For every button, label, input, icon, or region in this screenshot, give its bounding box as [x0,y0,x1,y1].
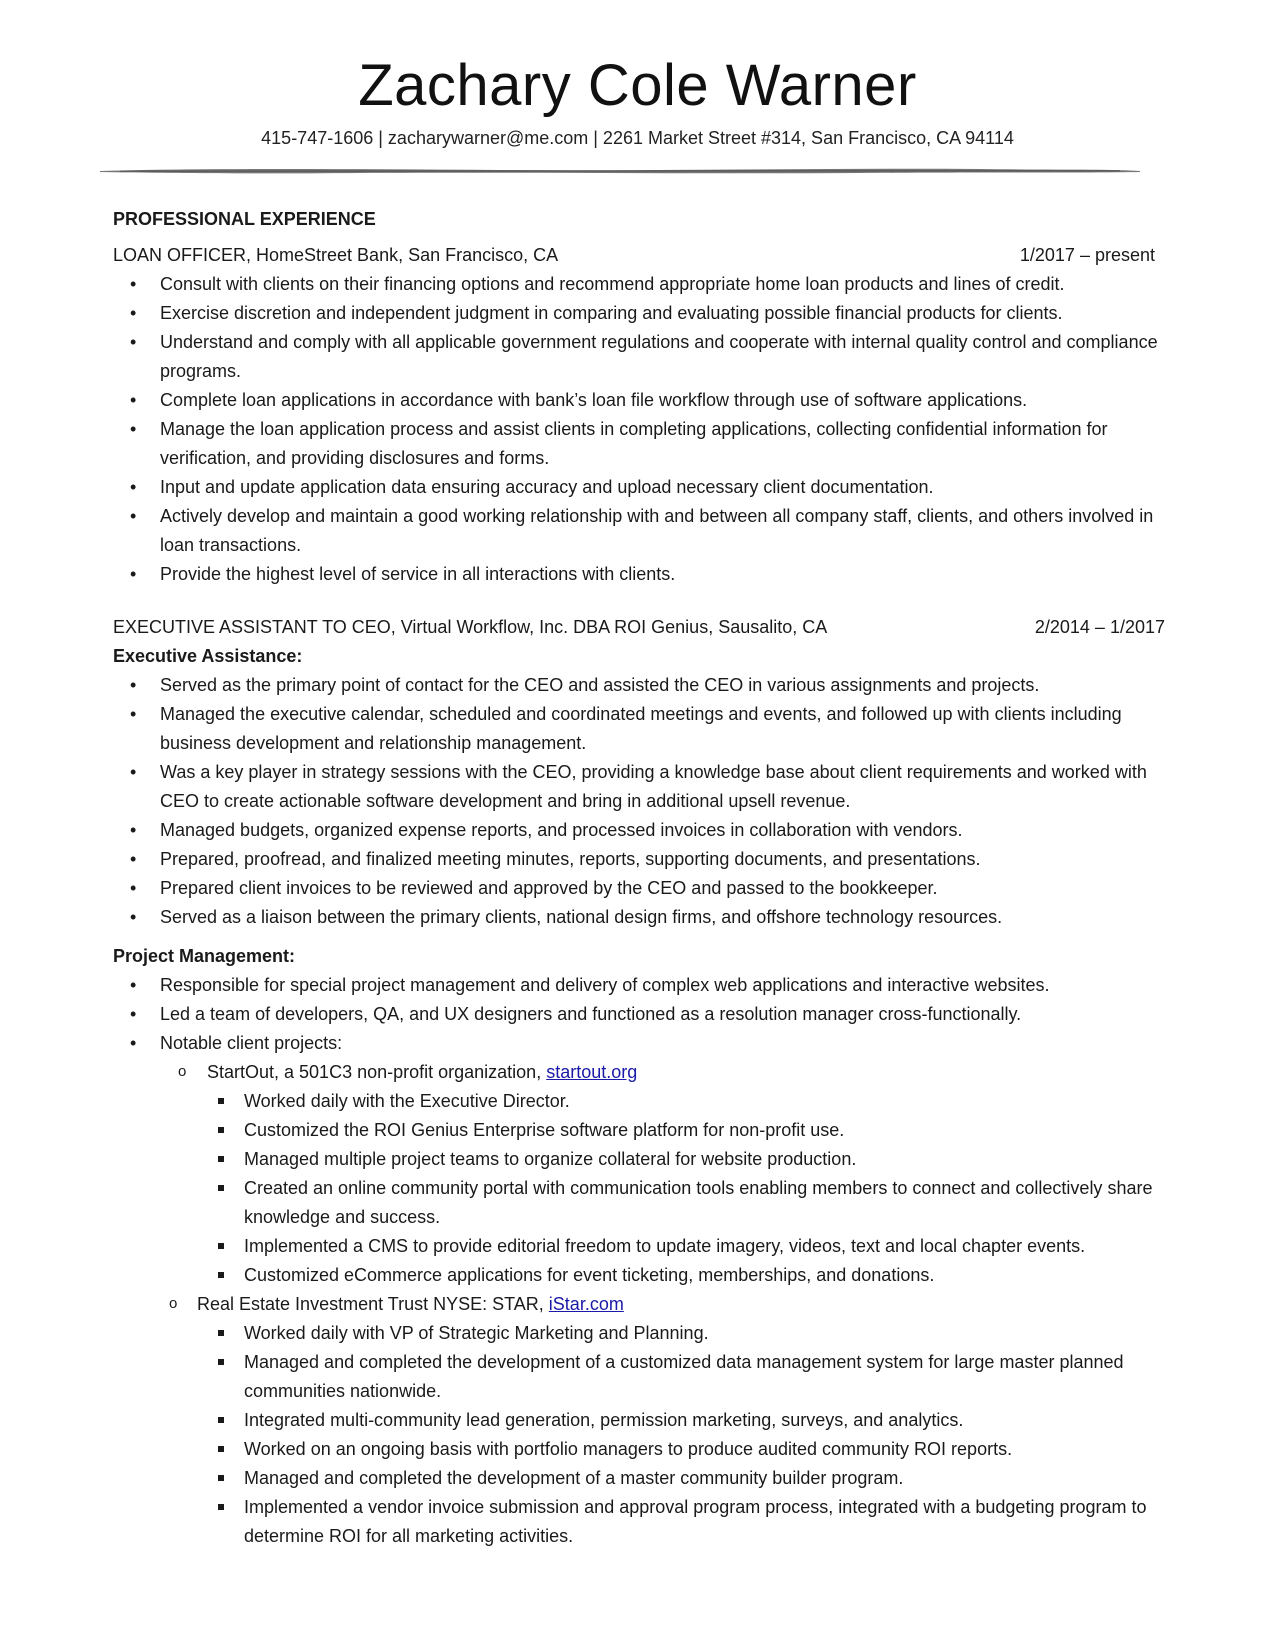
list-item: • Managed the executive calendar, scheduled and coordinated meetings and events, and followed up with clients including business development and relationship management. [113,700,1173,758]
list-item: Worked daily with VP of Strategic Marketing and Planning. [113,1319,1173,1348]
pm-bullet-list [113,971,1173,1551]
list-item: Implemented a CMS to provide editorial freedom to update imagery, videos, text and local chapter events. [113,1232,1173,1261]
job-title: LOAN OFFICER, HomeStreet Bank, San Francisco, CA [113,245,559,265]
list-item: • Managed budgets, organized expense reports, and processed invoices in collaboration with vendors. [113,816,1173,845]
list-item: Managed and completed the development of a master community builder program. [113,1464,1173,1493]
list-item: Customized eCommerce applications for event ticketing, memberships, and donations. [113,1261,1173,1290]
list-item: • Provide the highest level of service in all interactions with clients. [113,560,1173,589]
contact-line: 415-747-1606 | zacharywarner@me.com | 2261 Market Street #314, San Francisco, CA 94114 [261,128,1014,148]
list-item: Worked daily with the Executive Director. [113,1087,1173,1116]
list-item: • Understand and comply with all applicable government regulations and cooperate with internal quality control and compliance programs. [113,328,1173,386]
list-item: Implemented a vendor invoice submission and approval program process, integrated with a budgeting program to determine ROI for all marketing activities. [113,1493,1173,1551]
istar-link[interactable]: iStar.com [548,1294,624,1314]
list-item: • Led a team of developers, QA, and UX designers and functioned as a resolution manager cross-functionally. [113,1000,1173,1029]
list-item: • Responsible for special project management and delivery of complex web applications and interactive websites. [113,971,1173,1000]
section-heading-experience: PROFESSIONAL EXPERIENCE [113,209,376,229]
resume-content [113,205,1173,1551]
list-item: • Consult with clients on their financing options and recommend appropriate home loan products and lines of credit. [113,270,1173,299]
job-dates: 1/2017 – present [1019,245,1155,265]
list-item: Customized the ROI Genius Enterprise software platform for non-profit use. [113,1116,1173,1145]
job-header-executive-assistant [113,613,1165,642]
list-item: Worked on an ongoing basis with portfolio managers to produce audited community ROI reports. [113,1435,1173,1464]
list-item: Created an online community portal with communication tools enabling members to connect and collectively share knowledge and success. [113,1174,1173,1232]
list-item: • Manage the loan application process and assist clients in completing applications, collecting confidential information for verification, and providing disclosures and forms. [113,415,1173,473]
list-item: • Served as the primary point of contact for the CEO and assisted the CEO in various assignments and projects. [113,671,1173,700]
list-item: • Prepared, proofread, and finalized meeting minutes, reports, supporting documents, and presentations. [113,845,1173,874]
list-item: • Prepared client invoices to be reviewed and approved by the CEO and passed to the bookkeeper. [113,874,1173,903]
job-title: EXECUTIVE ASSISTANT TO CEO, Virtual Workflow, Inc. DBA ROI Genius, Sausalito, CA [113,617,828,637]
candidate-name: Zachary Cole Warner [358,53,917,118]
project-item-istar [113,1290,1173,1319]
exec-bullet-list [113,671,1173,932]
list-item: Managed and completed the development of a customized data management system for large master planned communities nationwide. [113,1348,1173,1406]
project-text: Real Estate Investment Trust NYSE: STAR, [197,1294,549,1314]
list-item: • Complete loan applications in accordance with bank’s loan file workflow through use of software applications. [113,386,1173,415]
job-dates: 2/2014 – 1/2017 [1034,617,1165,637]
job-header-loan-officer [113,241,1155,270]
list-item: • Actively develop and maintain a good working relationship with and between all company staff, clients, and others involved in loan transactions. [113,502,1173,560]
subheading-executive-assistance: Executive Assistance: [113,646,303,666]
list-item: • Input and update application data ensuring accuracy and upload necessary client documentation. [113,473,1173,502]
list-item: • Exercise discretion and independent judgment in comparing and evaluating possible financial products for clients. [113,299,1173,328]
list-item: Managed multiple project teams to organize collateral for website production. [113,1145,1173,1174]
project-item-startout [113,1058,1173,1087]
subheading-project-management: Project Management: [113,946,296,966]
startout-link[interactable]: startout.org [546,1062,638,1082]
list-item: • Served as a liaison between the primary clients, national design firms, and offshore technology resources. [113,903,1173,932]
brush-divider [100,166,1140,176]
list-item: • Was a key player in strategy sessions with the CEO, providing a knowledge base about client requirements and worked with CEO to create actionable software development and bring in additional upsell revenue. [113,758,1173,816]
job1-bullet-list [113,270,1173,589]
list-item: Integrated multi-community lead generation, permission marketing, surveys, and analytics. [113,1406,1173,1435]
project-text: StartOut, a 501C3 non-profit organization, [207,1062,547,1082]
list-item: • Notable client projects: [113,1029,1173,1058]
